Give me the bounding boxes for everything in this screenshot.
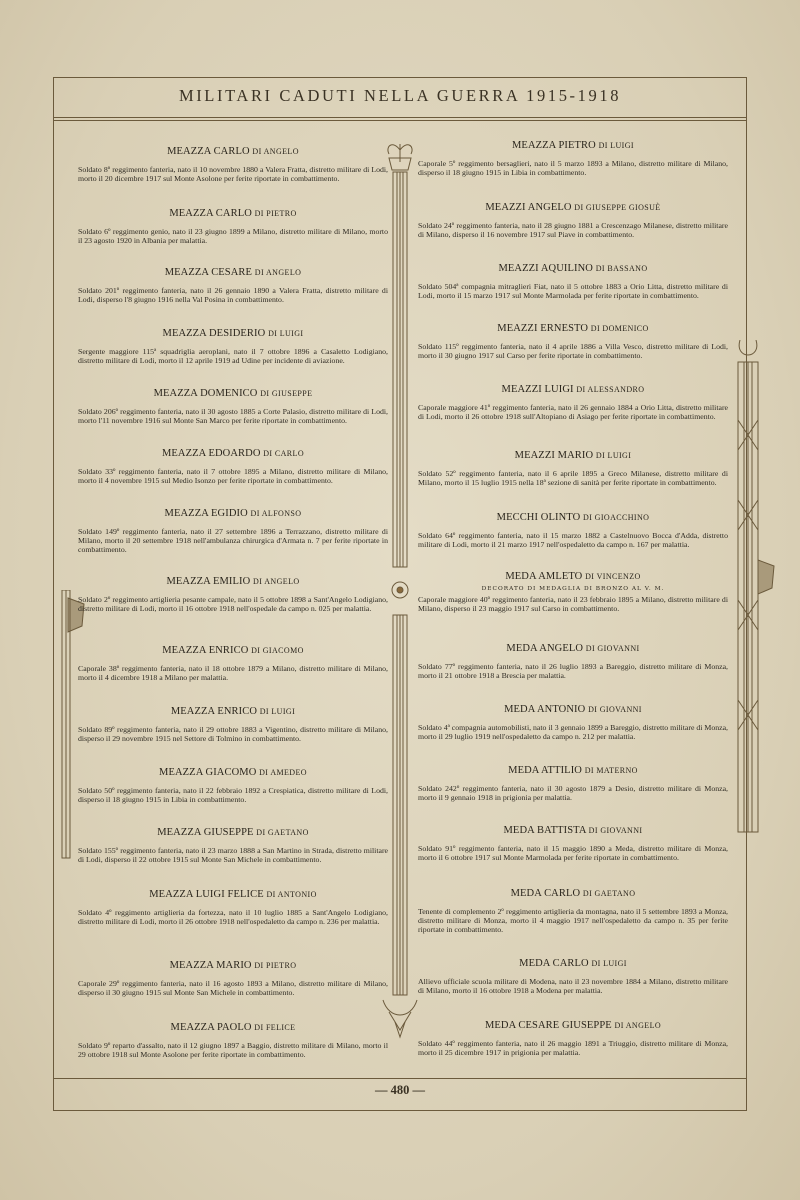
entry (418, 140, 728, 178)
entry-text: Soldato 4º reggimento artiglieria da fortezza, nato il 10 luglio 1885 a Sant'Angelo Lodigiano, distretto militare di Lodi, morto il 26 ottobre 1918 nell'ospedaletto da campo n. 236 per malattia. (78, 908, 388, 926)
left-column (78, 130, 388, 1070)
entry-name: MEAZZA EGIDIO DI ALFONSO (164, 508, 302, 519)
entry (418, 1020, 728, 1058)
entry-name: MEAZZA PIETRO DI LUIGI (512, 140, 634, 151)
entry (78, 576, 388, 614)
entry (78, 448, 388, 486)
entry-text: Soldato 91º reggimento fanteria, nato il 15 maggio 1890 a Meda, distretto militare di Monza, morto il 6 ottobre 1917 sul Monte Marmolada per ferite riportate in combattimento. (418, 844, 728, 862)
entry-text: Soldato 44º reggimento fanteria, nato il 26 maggio 1891 a Triuggio, distretto militare di Monza, morto il 25 dicembre 1917 in prigionia per malattia. (418, 1039, 728, 1057)
entry-text: Soldato 242º reggimento fanteria, nato il 30 agosto 1879 a Desio, distretto militare di Monza, morto il 9 gennaio 1918 in prigionia per malattia. (418, 784, 728, 802)
entry-name: MEDA AMLETO DI VINCENZO (505, 571, 641, 582)
entry-text: Soldato 155º reggimento fanteria, nato il 23 marzo 1888 a San Martino in Strada, distretto militare di Lodi, disperso il 22 ottobre 1915 sul Monte San Michele in combattimento. (78, 846, 388, 864)
entry-text: Soldato 33º reggimento fanteria, nato il 7 ottobre 1895 a Milano, distretto militare di Milano, morto il 4 novembre 1915 sul Medio Isonzo per ferite riportate in combattimento. (78, 467, 388, 485)
entry (78, 767, 388, 805)
entry-name: MEDA CARLO DI LUIGI (519, 958, 627, 969)
entry-name: MEDA ANGELO DI GIOVANNI (506, 643, 640, 654)
entry (78, 508, 388, 554)
entry-name: MECCHI OLINTO DI GIOACCHINO (496, 512, 650, 523)
decoration-note: DECORATO DI MEDAGLIA DI BRONZO AL V. M. (481, 586, 665, 592)
entry-text: Soldato 206º reggimento fanteria, nato il 30 agosto 1885 a Corte Palasio, distretto militare di Lodi, morto l'11 novembre 1916 sul Monte San Marco per ferite riportate in combattimento. (78, 407, 388, 425)
entry-text: Soldato 2º reggimento artiglieria pesante campale, nato il 5 ottobre 1898 a Sant'Angelo Lodigiano, distretto militare di Lodi, morto il 16 ottobre 1918 nell'ospedale da campo n. 025 per malattia. (78, 595, 388, 613)
entry (78, 208, 388, 246)
header-rule-thin (53, 120, 747, 121)
entry (418, 384, 728, 422)
entry (418, 765, 728, 803)
entry (78, 889, 388, 927)
entry-name: MEDA CARLO DI GAETANO (510, 888, 636, 899)
right-column (418, 130, 728, 1070)
entry-text: Tenente di complemento 2º reggimento artiglieria da montagna, nato il 5 settembre 1893 a Monza, distretto militare di Monza, morto il 4 maggio 1917 nell'ospedaletto da campo n. 35 per ferite riportate in combattimento. (418, 907, 728, 934)
entry-name: MEAZZI MARIO DI LUIGI (514, 450, 632, 461)
entry (78, 827, 388, 865)
entry-name: MEAZZA PAOLO DI FELICE (170, 1022, 296, 1033)
entry (78, 645, 388, 683)
entry (418, 263, 728, 301)
entry-name: MEAZZA GIACOMO DI AMEDEO (159, 767, 307, 778)
entry-name: MEAZZA LUIGI FELICE DI ANTONIO (149, 889, 317, 900)
entry (418, 450, 728, 488)
entry-name: MEDA ANTONIO DI GIOVANNI (504, 704, 642, 715)
entry-text: Soldato 4ª compagnia automobilisti, nato il 3 gennaio 1899 a Bareggio, distretto militare di Monza, morto il 29 luglio 1919 nell'ospedaletto da campo n. 212 per malattia. (418, 723, 728, 741)
entry-name: MEAZZA CARLO DI ANGELO (167, 146, 299, 157)
entry-name: MEAZZA DESIDERIO DI LUIGI (162, 328, 304, 339)
entry (418, 323, 728, 361)
entry-name: MEAZZI AQUILINO DI BASSANO (498, 263, 648, 274)
entry (418, 704, 728, 742)
entry (78, 706, 388, 744)
entry-name: MEAZZI LUIGI DI ALESSANDRO (501, 384, 645, 395)
entry (418, 643, 728, 681)
entry (418, 512, 728, 550)
entry (78, 267, 388, 305)
entry-text: Caporale 29º reggimento fanteria, nato il 16 agosto 1893 a Milano, distretto militare di Milano, disperso il 30 giugno 1915 sul Monte San Michele in combattimento. (78, 979, 388, 997)
entry-name: MEAZZI ANGELO DI GIUSEPPE GIOSUÈ (485, 202, 661, 213)
entry (78, 328, 388, 366)
entry-text: Allievo ufficiale scuola militare di Modena, nato il 23 novembre 1884 a Milano, distretto militare di Milano, morto il 16 ottobre 1918 a Modena per malattia. (418, 977, 728, 995)
entry-name: MEAZZA ENRICO DI GIACOMO (162, 645, 304, 656)
header-rule (53, 117, 747, 118)
entry-text: Caporale maggiore 40º reggimento fanteria, nato il 23 febbraio 1895 a Milano, distretto militare di Milano, disperso il 23 maggio 1917 sul Carso in combattimento. (418, 595, 728, 613)
entry (418, 202, 728, 240)
entry (418, 571, 728, 614)
entry-text: Soldato 201º reggimento fanteria, nato il 26 gennaio 1890 a Valera Fratta, distretto militare di Lodi, disperso l'8 giugno 1916 nella Val Posina in combattimento. (78, 286, 388, 304)
entry-text: Soldato 89º reggimento fanteria, nato il 29 ottobre 1883 a Vigentino, distretto militare di Milano, disperso il 29 novembre 1915 nel Settore di Tolmino in combattimento. (78, 725, 388, 743)
entry (78, 146, 388, 184)
entry-name: MEAZZA GIUSEPPE DI GAETANO (157, 827, 309, 838)
entry-name: MEAZZA MARIO DI PIETRO (169, 960, 297, 971)
entry-name: MEDA ATTILIO DI MATERNO (508, 765, 638, 776)
page-number: — 480 — (375, 1083, 425, 1097)
entry-text: Caporale 5º reggimento bersaglieri, nato il 5 marzo 1893 a Milano, distretto militare di Milano, disperso il 18 giugno 1915 in Libia in combattimento. (418, 159, 728, 177)
entry-name: MEDA BATTISTA DI GIOVANNI (503, 825, 643, 836)
entry-name: MEAZZA DOMENICO DI GIUSEPPE (153, 388, 313, 399)
entry-name: MEAZZA EDOARDO DI CARLO (161, 448, 305, 459)
entry-name: MEDA CESARE GIUSEPPE DI ANGELO (484, 1020, 662, 1031)
entry-text: Soldato 77º reggimento fanteria, nato il 26 luglio 1893 a Bareggio, distretto militare di Monza, morto il 21 ottobre 1918 a Brescia per malattia. (418, 662, 728, 680)
entry-text: Caporale maggiore 41º reggimento fanteria, nato il 26 gennaio 1884 a Orio Litta, distretto militare di Lodi, morto il 26 ottobre 1918 sull'Altopiano di Asiago per ferite riportate in combattimento. (418, 403, 728, 421)
entry-text: Soldato 50º reggimento fanteria, nato il 22 febbraio 1892 a Crespiatica, distretto militare di Lodi, disperso il 18 giugno 1915 in Libia in combattimento. (78, 786, 388, 804)
entry (78, 388, 388, 426)
entry-text: Soldato 8º reggimento fanteria, nato il 10 novembre 1880 a Valera Fratta, distretto militare di Lodi, morto il 20 dicembre 1917 sul Monte Asolone per ferite riportate in combattimento. (78, 165, 388, 183)
footer-rule (53, 1078, 747, 1079)
entry-text: Soldato 9º reparto d'assalto, nato il 12 giugno 1897 a Baggio, distretto militare di Milano, morto il 29 ottobre 1918 sul Monte Asolone per ferite riportate in combattimento. (78, 1041, 388, 1059)
entry (78, 960, 388, 998)
entry-text: Soldato 52º reggimento fanteria, nato il 6 aprile 1895 a Greco Milanese, distretto militare di Milano, morto il 15 luglio 1915 nella 18ª sezione di sanità per ferite riportate in combattimento. (418, 469, 728, 487)
entry (78, 1022, 388, 1060)
running-title: MILITARI CADUTI NELLA GUERRA 1915-1918 (178, 86, 622, 105)
entry-name: MEAZZA ENRICO DI LUIGI (170, 706, 296, 717)
entry-text: Soldato 115º reggimento fanteria, nato il 4 aprile 1886 a Villa Vesco, distretto militare di Lodi, morto il 30 giugno 1917 sul Carso per ferite riportate in combattimento. (418, 342, 728, 360)
entry-text: Sergente maggiore 115ª squadriglia aeroplani, nato il 7 ottobre 1896 a Casaletto Lodigiano, distretto militare di Lodi, morto il 12 aprile 1919 ad Udine per incidente di aviazione. (78, 347, 388, 365)
entry (418, 958, 728, 996)
entry-text: Caporale 38º reggimento fanteria, nato il 18 ottobre 1879 a Milano, distretto militare di Milano, morto il 4 dicembre 1918 a Milano per malattia. (78, 664, 388, 682)
entry-text: Soldato 24º reggimento fanteria, nato il 28 giugno 1881 a Crescenzago Milanese, distretto militare di Milano, disperso il 16 novembre 1917 sul Piave in combattimento. (418, 221, 728, 239)
entry-name: MEAZZI ERNESTO DI DOMENICO (497, 323, 649, 334)
entry-text: Soldato 64º reggimento fanteria, nato il 15 marzo 1882 a Castelnuovo Bocca d'Adda, distretto militare di Lodi, morto il 21 marzo 1917 nell'ospedaletto da campo n. 167 per malattia. (418, 531, 728, 549)
entry-name: MEAZZA EMILIO DI ANGELO (166, 576, 300, 587)
entry-text: Soldato 6º reggimento genio, nato il 23 giugno 1899 a Milano, distretto militare di Milano, morto il 23 agosto 1920 in Albania per malattia. (78, 227, 388, 245)
entry-name: MEAZZA CARLO DI PIETRO (169, 208, 297, 219)
entry-name: MEAZZA CESARE DI ANGELO (164, 267, 302, 278)
entry-text: Soldato 504ª compagnia mitraglieri Fiat, nato il 5 ottobre 1883 a Orio Litta, distretto militare di Lodi, morto il 15 marzo 1917 sul Monte Marmolada per ferite riportate in combattimento. (418, 282, 728, 300)
entry (418, 888, 728, 934)
entry (418, 825, 728, 863)
entry-text: Soldato 149º reggimento fanteria, nato il 27 settembre 1896 a Terrazzano, distretto militare di Milano, morto il 20 settembre 1918 nell'ambulanza chirurgica d'Armata n. 7 per ferite riportate in combattimento. (78, 527, 388, 554)
